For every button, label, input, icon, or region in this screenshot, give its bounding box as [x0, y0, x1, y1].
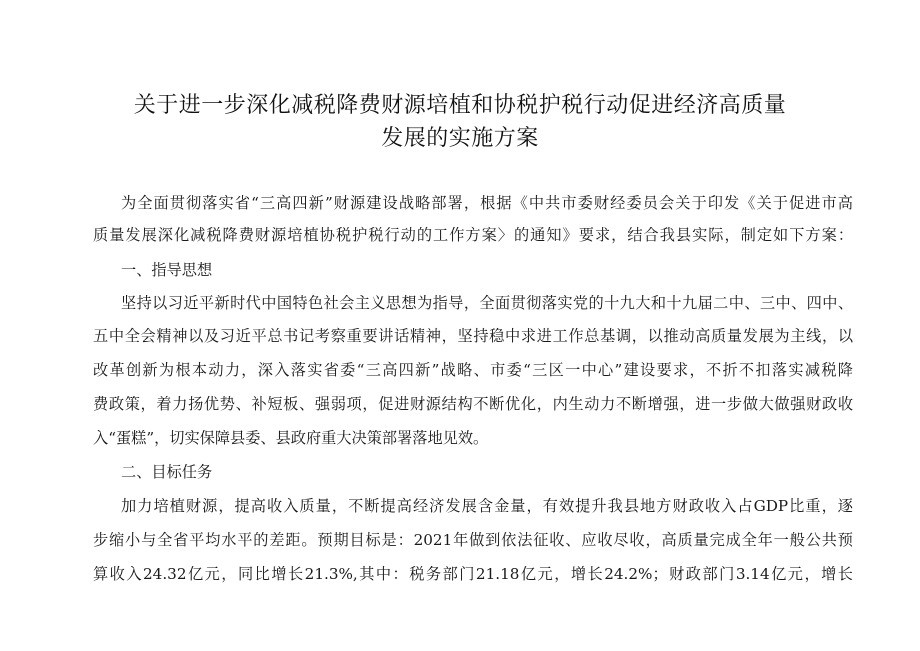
document-title-line-1: 关于进一步深化减税降费财源培植和协税护税行动促进经济高质量 [133, 93, 787, 118]
section2-line-2: 步缩小与全省平均水平的差距。预期目标是：2021年做到依法征收、应收尽收，高质量完成全年一般公共预 [93, 531, 853, 549]
section1-line-3: 改革创新为根本动力，深入落实省委“三高四新”战略、市委“三区一中心”建设要求，不折不扣落实减税降 [93, 361, 853, 379]
section2-line-3: 算收入24.32亿元，同比增长21.3%,其中：税务部门21.18亿元，增长24.2%；财政部门3.14亿元，增长 [93, 565, 853, 583]
section1-line-2: 五中全会精神以及习近平总书记考察重要讲话精神，坚持稳中求进工作总基调，以推动高质量发展为主线，以 [93, 327, 853, 345]
intro-line-2: 质量发展深化减税降费财源培植协税护税行动的工作方案〉的通知》要求，结合我县实际，制定如下方案： [93, 226, 853, 244]
document-title-line-2: 发展的实施方案 [381, 126, 539, 151]
section1-line-5: 入“蛋糕”，切实保障县委、县政府重大决策部署落地见效。 [93, 429, 489, 447]
section2-line-1: 加力培植财源，提高收入质量，不断提高经济发展含金量，有效提升我县地方财政收入占GDP比重，逐 [121, 497, 853, 515]
section-heading-goals-tasks: 二、目标任务 [121, 463, 213, 481]
section1-line-4: 费政策，着力扬优势、补短板、强弱项，促进财源结构不断优化，内生动力不断增强，进一步做大做强财政收 [93, 395, 853, 413]
intro-line-1: 为全面贯彻落实省“三高四新”财源建设战略部署，根据《中共市委财经委员会关于印发《关于促进市高 [121, 194, 853, 212]
section-heading-guiding-ideology: 一、指导思想 [121, 261, 213, 279]
section1-line-1: 坚持以习近平新时代中国特色社会主义思想为指导，全面贯彻落实党的十九大和十九届二中、三中、四中、 [121, 294, 853, 312]
